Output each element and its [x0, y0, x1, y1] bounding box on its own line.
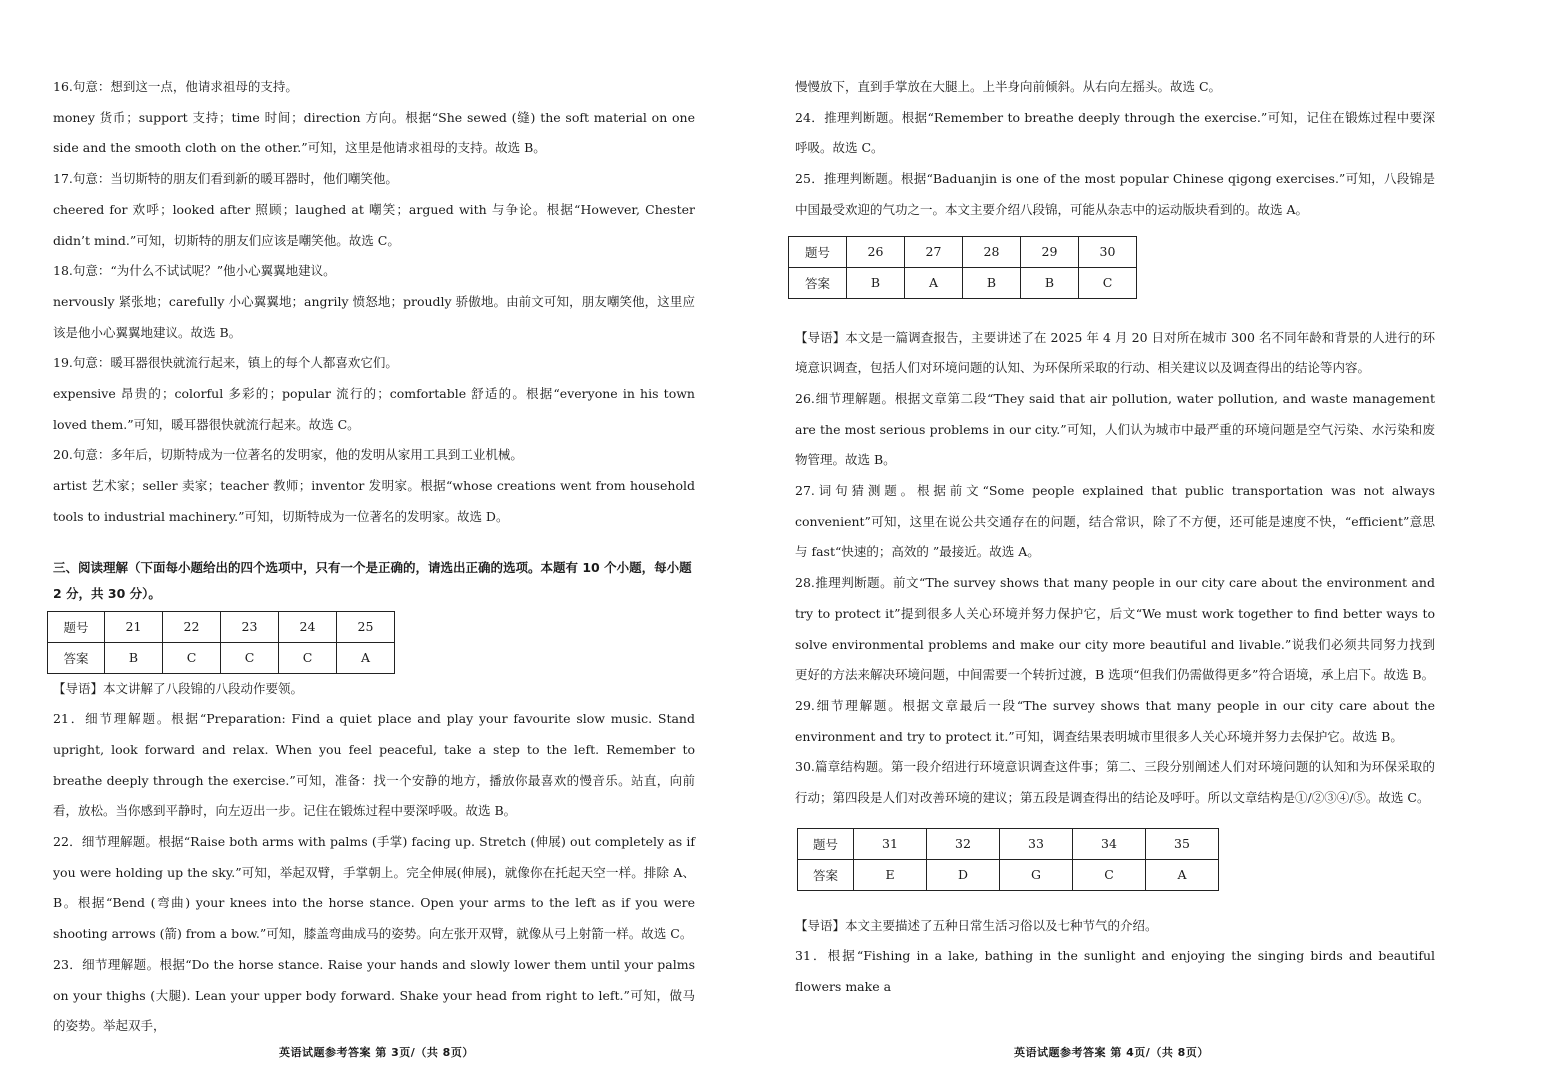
table-cell: 27 — [905, 236, 963, 267]
table-cell: 29 — [1021, 236, 1079, 267]
table-cell: B — [105, 642, 163, 673]
table-cell: 35 — [1146, 828, 1219, 859]
table-row — [798, 859, 1219, 890]
table-cell: D — [927, 859, 1000, 890]
paragraph: 【导语】本文讲解了八段锦的八段动作要领。 — [53, 680, 304, 696]
right-page-column — [795, 72, 1435, 1003]
table-cell: 答案 — [48, 642, 105, 673]
paragraph: 29.细节理解题。根据文章最后一段“The survey shows that many people in our city care about the environment and try to protect it.”可知，调查结果表明城市里很多人关心环境并努力去保护它。故选 B。 — [795, 697, 1435, 744]
table-cell: B — [963, 267, 1021, 298]
table-cell: B — [847, 267, 905, 298]
page-footer-left: 英语试题参考答案 第 3页/（共 8页） — [279, 1046, 474, 1059]
paragraph: cheered for 欢呼；looked after 照顾；laughed at 嘲笑；argued with 与争论。根据“However, Chester didn’t mind.”可知，切斯特的朋友们应该是嘲笑他。故选 C。 — [53, 201, 695, 248]
page-footer-right: 英语试题参考答案 第 4页/（共 8页） — [1014, 1046, 1209, 1059]
paragraph: 20.句意：多年后，切斯特成为一位著名的发明家，他的发明从家用工具到工业机械。 — [53, 447, 523, 463]
table-row — [789, 236, 1137, 267]
table-cell: 28 — [963, 236, 1021, 267]
table-cell: 21 — [105, 611, 163, 642]
table-cell: C — [221, 642, 279, 673]
paragraph: 24．推理判断题。根据“Remember to breathe deeply through the exercise.”可知，记住在锻炼过程中要深呼吸。故选 C。 — [795, 109, 1435, 156]
paragraph: 16.句意：想到这一点，他请求祖母的支持。 — [53, 79, 298, 94]
table-cell: C — [1079, 267, 1137, 298]
table-cell: 答案 — [789, 267, 847, 298]
paragraph: 19.句意：暖耳器很快就流行起来，镇上的每个人都喜欢它们。 — [53, 355, 398, 371]
table-cell: G — [1000, 859, 1073, 890]
table-cell: 26 — [847, 236, 905, 267]
section-heading: 三、阅读理解（下面每小题给出的四个选项中，只有一个是正确的，请选出正确的选项。本题有 10 个小题，每小题 2 分，共 30 分）。 — [53, 559, 692, 601]
paragraph: 25．推理判断题。根据“Baduanjin is one of the most popular Chinese qigong exercises.”可知，八段锦是中国最受欢迎的气功之一。本文主要介绍八段锦，可能从杂志中的运动版块看到的。故选 A。 — [795, 171, 1435, 217]
table-cell: 33 — [1000, 828, 1073, 859]
answer-table-26-30 — [788, 236, 1137, 299]
table-row — [48, 611, 395, 642]
table-cell: A — [905, 267, 963, 298]
table-cell: 30 — [1079, 236, 1137, 267]
paragraph: 23．细节理解题。根据“Do the horse stance. Raise your hands and slowly lower them until your palms on your thighs (大腿). Lean your upper body forward. Shake your head from right to left.”可知，做马的姿势。举起双手， — [53, 956, 695, 1034]
table-cell: 34 — [1073, 828, 1146, 859]
table-cell: 题号 — [48, 611, 105, 642]
paragraph: nervously 紧张地；carefully 小心翼翼地；angrily 愤怒地；proudly 骄傲地。由前文可知，朋友嘲笑他，这里应该是他小心翼翼地建议。故选 B。 — [53, 293, 695, 340]
paragraph: 18.句意：“为什么不试试呢？”他小心翼翼地建议。 — [53, 263, 336, 279]
table-cell: 25 — [337, 611, 395, 642]
paragraph: 28.推理判断题。前文“The survey shows that many people in our city care about the environment and try to protect it”提到很多人关心环境并努力保护它，后文“We must work together to find better ways to solve environmental problems and make our city more beautiful and livable.”说我们必须共同努力找到更好的方法来解决环境问题，中间需要一个转折过渡，B 选项“但我们仍需做得更多”符合语境，承上启下。故选 B。 — [795, 575, 1435, 683]
table-cell: 22 — [163, 611, 221, 642]
table-cell: B — [1021, 267, 1079, 298]
paragraph: 30.篇章结构题。第一段介绍进行环境意识调查这件事；第二、三段分别阐述人们对环境问题的认知和为环保采取的行动；第四段是人们对改善环境的建议；第五段是调查得出的结论及呼吁。所以文章结构是①/②③④/⑤。故选 C。 — [795, 759, 1435, 806]
paragraph: 26.细节理解题。根据文章第二段“They said that air pollution, water pollution, and waste management are the most serious problems in our city.”可知，人们认为城市中最严重的环境问题是空气污染、水污染和废物管理。故选 B。 — [795, 390, 1435, 468]
table-row — [789, 267, 1137, 298]
paragraph: 17.句意：当切斯特的朋友们看到新的暖耳器时，他们嘲笑他。 — [53, 171, 398, 187]
table-row — [798, 828, 1219, 859]
table-cell: A — [1146, 859, 1219, 890]
table-cell: 31 — [854, 828, 927, 859]
left-page-column — [53, 72, 695, 1042]
table-row — [48, 642, 395, 673]
paragraph: artist 艺术家；seller 卖家；teacher 教师；inventor 发明家。根据“whose creations went from household tools to industrial machinery.”可知，切斯特成为一位著名的发明家。故选 D。 — [53, 478, 695, 524]
paragraph: 21．细节理解题。根据“Preparation: Find a quiet place and play your favourite slow music. Stand upright, look forward and relax. When you feel peaceful, take a step to the left. Remember to breathe deeply through the exercise.”可知，准备：找一个安静的地方，播放你最喜欢的慢音乐。站直，向前看，放松。当你感到平静时，向左迈出一步。记住在锻炼过程中要深呼吸。故选 B。 — [53, 711, 695, 819]
paragraph: 【导语】本文是一篇调查报告，主要讲述了在 2025 年 4 月 20 日对所在城市 300 名不同年龄和背景的人进行的环境意识调查，包括人们对环境问题的认知、为环保所采取的行动、相关建议以及调查得出的结论等内容。 — [795, 329, 1435, 376]
table-cell: A — [337, 642, 395, 673]
table-cell: 32 — [927, 828, 1000, 859]
paragraph: money 货币；support 支持；time 时间；direction 方向。根据“She sewed (缝) the soft material on one side and the smooth cloth on the other.”可知，这里是他请求祖母的支持。故选 B。 — [53, 109, 695, 156]
table-cell: E — [854, 859, 927, 890]
paragraph: 【导语】本文主要描述了五种日常生活习俗以及七种节气的介绍。 — [795, 917, 1158, 933]
table-cell: 答案 — [798, 859, 854, 890]
table-cell: 题号 — [789, 236, 847, 267]
table-cell: C — [1073, 859, 1146, 890]
paragraph: 22．细节理解题。根据“Raise both arms with palms (手掌) facing up. Stretch (伸展) out completely as if you were holding up the sky.”可知，举起双臂，手掌朝上。完全伸展(伸展)，就像你在托起天空一样。排除 A、B。根据“Bend (弯曲) your knees into the horse stance. Open your arms to the left as if you were shooting arrows (箭) from a bow.”可知，膝盖弯曲成马的姿势。向左张开双臂，就像从弓上射箭一样。故选 C。 — [53, 834, 695, 942]
table-cell: 题号 — [798, 828, 854, 859]
table-cell: 24 — [279, 611, 337, 642]
paragraph: 27.词句猜测题。根据前文“Some people explained that public transportation was not always convenient”可知，这里在说公共交通存在的问题，结合常识，除了不方便，还可能是速度不快，“efficient”意思与 fast“快速的；高效的 ”最接近。故选 A。 — [795, 483, 1435, 560]
paragraph: 慢慢放下，直到手掌放在大腿上。上半身向前倾斜。从右向左摇头。故选 C。 — [795, 79, 1222, 94]
paragraph: expensive 昂贵的；colorful 多彩的；popular 流行的；comfortable 舒适的。根据“everyone in his town loved them.”可知，暖耳器很快就流行起来。故选 C。 — [53, 386, 695, 432]
table-cell: 23 — [221, 611, 279, 642]
table-cell: C — [163, 642, 221, 673]
answer-table-21-25 — [47, 611, 395, 674]
answer-table-31-35 — [797, 828, 1219, 891]
table-cell: C — [279, 642, 337, 673]
paragraph: 31．根据“Fishing in a lake, bathing in the sunlight and enjoying the singing birds and beautiful flowers make a — [795, 948, 1435, 995]
